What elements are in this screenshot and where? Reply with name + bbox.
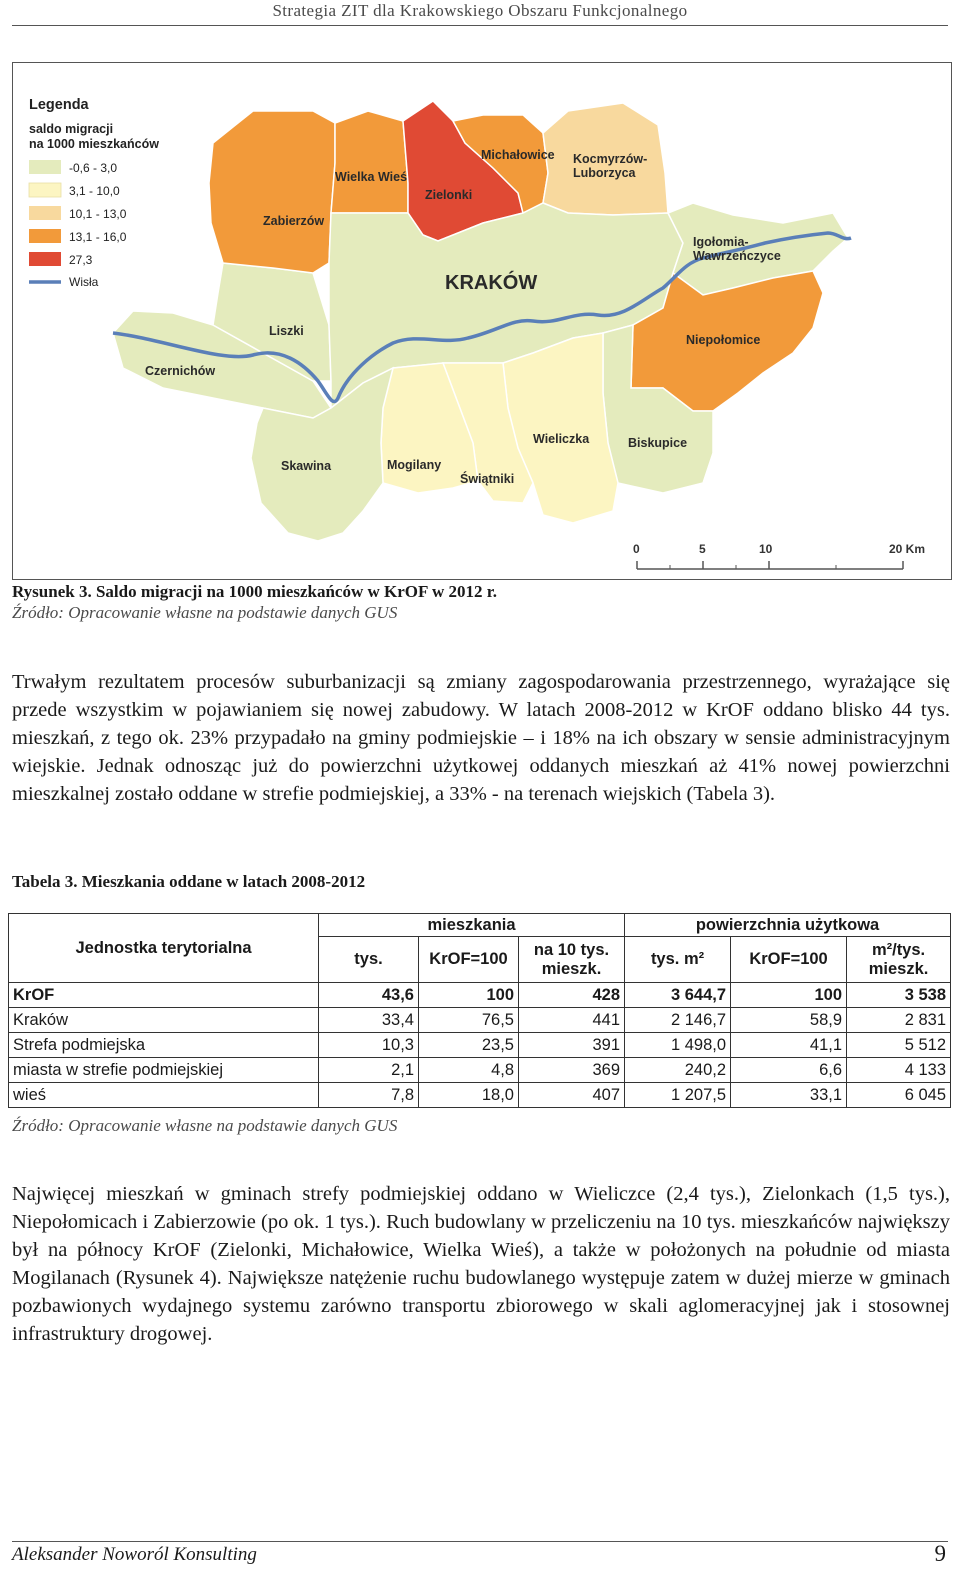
cell-value: 5 512 bbox=[847, 1033, 951, 1058]
label-wielka-wies: Wielka Wieś bbox=[335, 170, 408, 184]
header-per-10k: na 10 tys. mieszk. bbox=[519, 937, 625, 983]
table-source: Źródło: Opracowanie własne na podstawie danych GUS bbox=[12, 1116, 398, 1135]
legend-label-2: 3,1 - 10,0 bbox=[69, 184, 120, 198]
cell-value: 100 bbox=[731, 983, 847, 1008]
body-paragraph-1: Trwałym rezultatem procesów suburbanizacji są zmiany zagospodarowania przestrzennego, wyrażające się przede wszystkim w pojawianiem się nowej zabudowy. W latach 2008-2012 w KrOF oddano blisko 44 tys. mieszkań, z tego ok. 23% przypadało na gminy podmiejskie – i 18% na ich obszary w sensie administracyjnym wiejskie. Jednak odnosząc już do powierzchni użytkowej oddanych mieszkań aż 41% nowej powierzchni mieszkalnej zostało oddane w strefie podmiejskiej, a 33% - na terenach wiejskich (Tabela 3). bbox=[12, 671, 950, 805]
label-igolomia: Igołomia- bbox=[693, 235, 749, 249]
cell-unit: Strefa podmiejska bbox=[9, 1033, 319, 1058]
figure-source: Źródło: Opracowanie własne na podstawie danych GUS bbox=[12, 603, 398, 622]
label-biskupice: Biskupice bbox=[628, 436, 688, 450]
figure-caption: Rysunek 3. Saldo migracji na 1000 mieszkańców w KrOF w 2012 r. bbox=[12, 582, 498, 601]
table-row bbox=[9, 1083, 951, 1108]
cell-value: 3 644,7 bbox=[625, 983, 731, 1008]
header-rule bbox=[12, 25, 948, 26]
cell-value: 369 bbox=[519, 1058, 625, 1083]
header-unit: Jednostka terytorialna bbox=[9, 914, 319, 983]
running-header bbox=[0, 0, 960, 28]
header-tys: tys. bbox=[319, 937, 419, 983]
cell-unit: wieś bbox=[9, 1083, 319, 1108]
legend-subtitle-1: saldo migracji bbox=[29, 122, 114, 136]
cell-unit: KrOF bbox=[9, 983, 319, 1008]
cell-value: 1 207,5 bbox=[625, 1083, 731, 1108]
table-row bbox=[9, 1058, 951, 1083]
table-row bbox=[9, 1033, 951, 1058]
cell-value: 240,2 bbox=[625, 1058, 731, 1083]
footer-author: Aleksander Noworól Konsulting bbox=[12, 1544, 257, 1565]
dwellings-table bbox=[8, 913, 951, 1108]
cell-value: 33,1 bbox=[731, 1083, 847, 1108]
legend-label-3: 10,1 - 13,0 bbox=[69, 207, 127, 221]
cell-value: 4 133 bbox=[847, 1058, 951, 1083]
header-group-area: powierzchnia użytkowa bbox=[625, 914, 951, 937]
label-niepolomice: Niepołomice bbox=[686, 333, 761, 347]
table-title: Tabela 3. Mieszkania oddane w latach 2008-2012 bbox=[12, 872, 366, 891]
header-krof: KrOF=100 bbox=[419, 937, 519, 983]
cell-value: 3 538 bbox=[847, 983, 951, 1008]
label-luborzyca: Luborzyca bbox=[573, 166, 636, 180]
cell-value: 6 045 bbox=[847, 1083, 951, 1108]
scale-label-5: 5 bbox=[699, 542, 706, 556]
legend-label-6: Wisła bbox=[69, 275, 99, 289]
scale-label-10: 10 bbox=[759, 542, 773, 556]
cell-value: 391 bbox=[519, 1033, 625, 1058]
table-row bbox=[9, 1008, 951, 1033]
scale-label-0: 0 bbox=[633, 542, 640, 556]
legend-title: Legenda bbox=[29, 97, 89, 113]
cell-value: 43,6 bbox=[319, 983, 419, 1008]
legend-label-1: -0,6 - 3,0 bbox=[69, 161, 118, 175]
cell-unit: miasta w strefie podmiejskiej bbox=[9, 1058, 319, 1083]
cell-value: 76,5 bbox=[419, 1008, 519, 1033]
header-group-dwellings: mieszkania bbox=[319, 914, 625, 937]
legend-label-5: 27,3 bbox=[69, 253, 93, 267]
cell-value: 100 bbox=[419, 983, 519, 1008]
legend-swatch-3 bbox=[29, 206, 61, 220]
label-mogilany: Mogilany bbox=[387, 458, 442, 472]
label-michalowice: Michałowice bbox=[481, 148, 555, 162]
label-liszki: Liszki bbox=[269, 324, 304, 338]
header-m2-per: m²/tys. mieszk. bbox=[847, 937, 951, 983]
region-wielka-wies bbox=[331, 111, 408, 213]
legend-swatch-4 bbox=[29, 229, 61, 243]
legend-label-4: 13,1 - 16,0 bbox=[69, 230, 127, 244]
body-paragraph-2: Najwięcej mieszkań w gminach strefy podmiejskiej oddano w Wieliczce (2,4 tys.), Zielonkach (1,5 tys.), Niepołomicach i Zabierzowie (po ok. 1 tys.). Ruch budowlany w przeliczeniu na 10 tys. mieszkańców największy był na północy KrOF (Zielonki, Michałowice, Wielka Wieś), a także w położonych na południe od miasta Mogilanach (Rysunek 4). Największe natężenie ruchu budowlanego występuje zatem w dużej mierze w gminach pozbawionych wydajnego systemu zarówno transportu zbiorowego w skali aglomeracyjnej jak i stosownej infrastruktury drogowej. bbox=[12, 1183, 950, 1345]
table-row bbox=[9, 983, 951, 1008]
scale-bar bbox=[633, 542, 925, 569]
region-zabierzow bbox=[209, 111, 335, 273]
header-title: Strategia ZIT dla Krakowskiego Obszaru Funkcjonalnego bbox=[272, 1, 688, 20]
label-swiatniki: Świątniki bbox=[460, 472, 515, 486]
label-kocmyrzow: Kocmyrzów- bbox=[573, 152, 648, 166]
label-skawina: Skawina bbox=[281, 459, 332, 473]
label-wawrzenczyce: Wawrzeńczyce bbox=[693, 249, 781, 263]
map-legend bbox=[29, 97, 159, 289]
legend-swatch-5 bbox=[29, 252, 61, 266]
cell-value: 41,1 bbox=[731, 1033, 847, 1058]
cell-value: 6,6 bbox=[731, 1058, 847, 1083]
header-tys-m2: tys. m² bbox=[625, 937, 731, 983]
cell-unit: Kraków bbox=[9, 1008, 319, 1033]
legend-subtitle-2: na 1000 mieszkańców bbox=[29, 137, 159, 151]
cell-value: 10,3 bbox=[319, 1033, 419, 1058]
cell-value: 33,4 bbox=[319, 1008, 419, 1033]
cell-value: 407 bbox=[519, 1083, 625, 1108]
cell-value: 2 831 bbox=[847, 1008, 951, 1033]
cell-value: 7,8 bbox=[319, 1083, 419, 1108]
cell-value: 441 bbox=[519, 1008, 625, 1033]
footer-rule bbox=[12, 1541, 948, 1542]
cell-value: 1 498,0 bbox=[625, 1033, 731, 1058]
migration-map bbox=[12, 62, 952, 580]
cell-value: 23,5 bbox=[419, 1033, 519, 1058]
scale-label-20: 20 Km bbox=[889, 542, 926, 556]
label-zabierzow: Zabierzów bbox=[263, 214, 325, 228]
legend-swatch-2 bbox=[29, 183, 61, 197]
label-wieliczka: Wieliczka bbox=[533, 432, 590, 446]
cell-value: 58,9 bbox=[731, 1008, 847, 1033]
cell-value: 4,8 bbox=[419, 1058, 519, 1083]
page-number: 9 bbox=[934, 1541, 946, 1566]
cell-value: 2 146,7 bbox=[625, 1008, 731, 1033]
cell-value: 2,1 bbox=[319, 1058, 419, 1083]
label-czernichow: Czernichów bbox=[145, 364, 216, 378]
label-krakow: KRAKÓW bbox=[445, 272, 538, 294]
legend-swatch-1 bbox=[29, 160, 61, 174]
header-krof-2: KrOF=100 bbox=[731, 937, 847, 983]
cell-value: 18,0 bbox=[419, 1083, 519, 1108]
label-zielonki: Zielonki bbox=[425, 188, 473, 202]
cell-value: 428 bbox=[519, 983, 625, 1008]
